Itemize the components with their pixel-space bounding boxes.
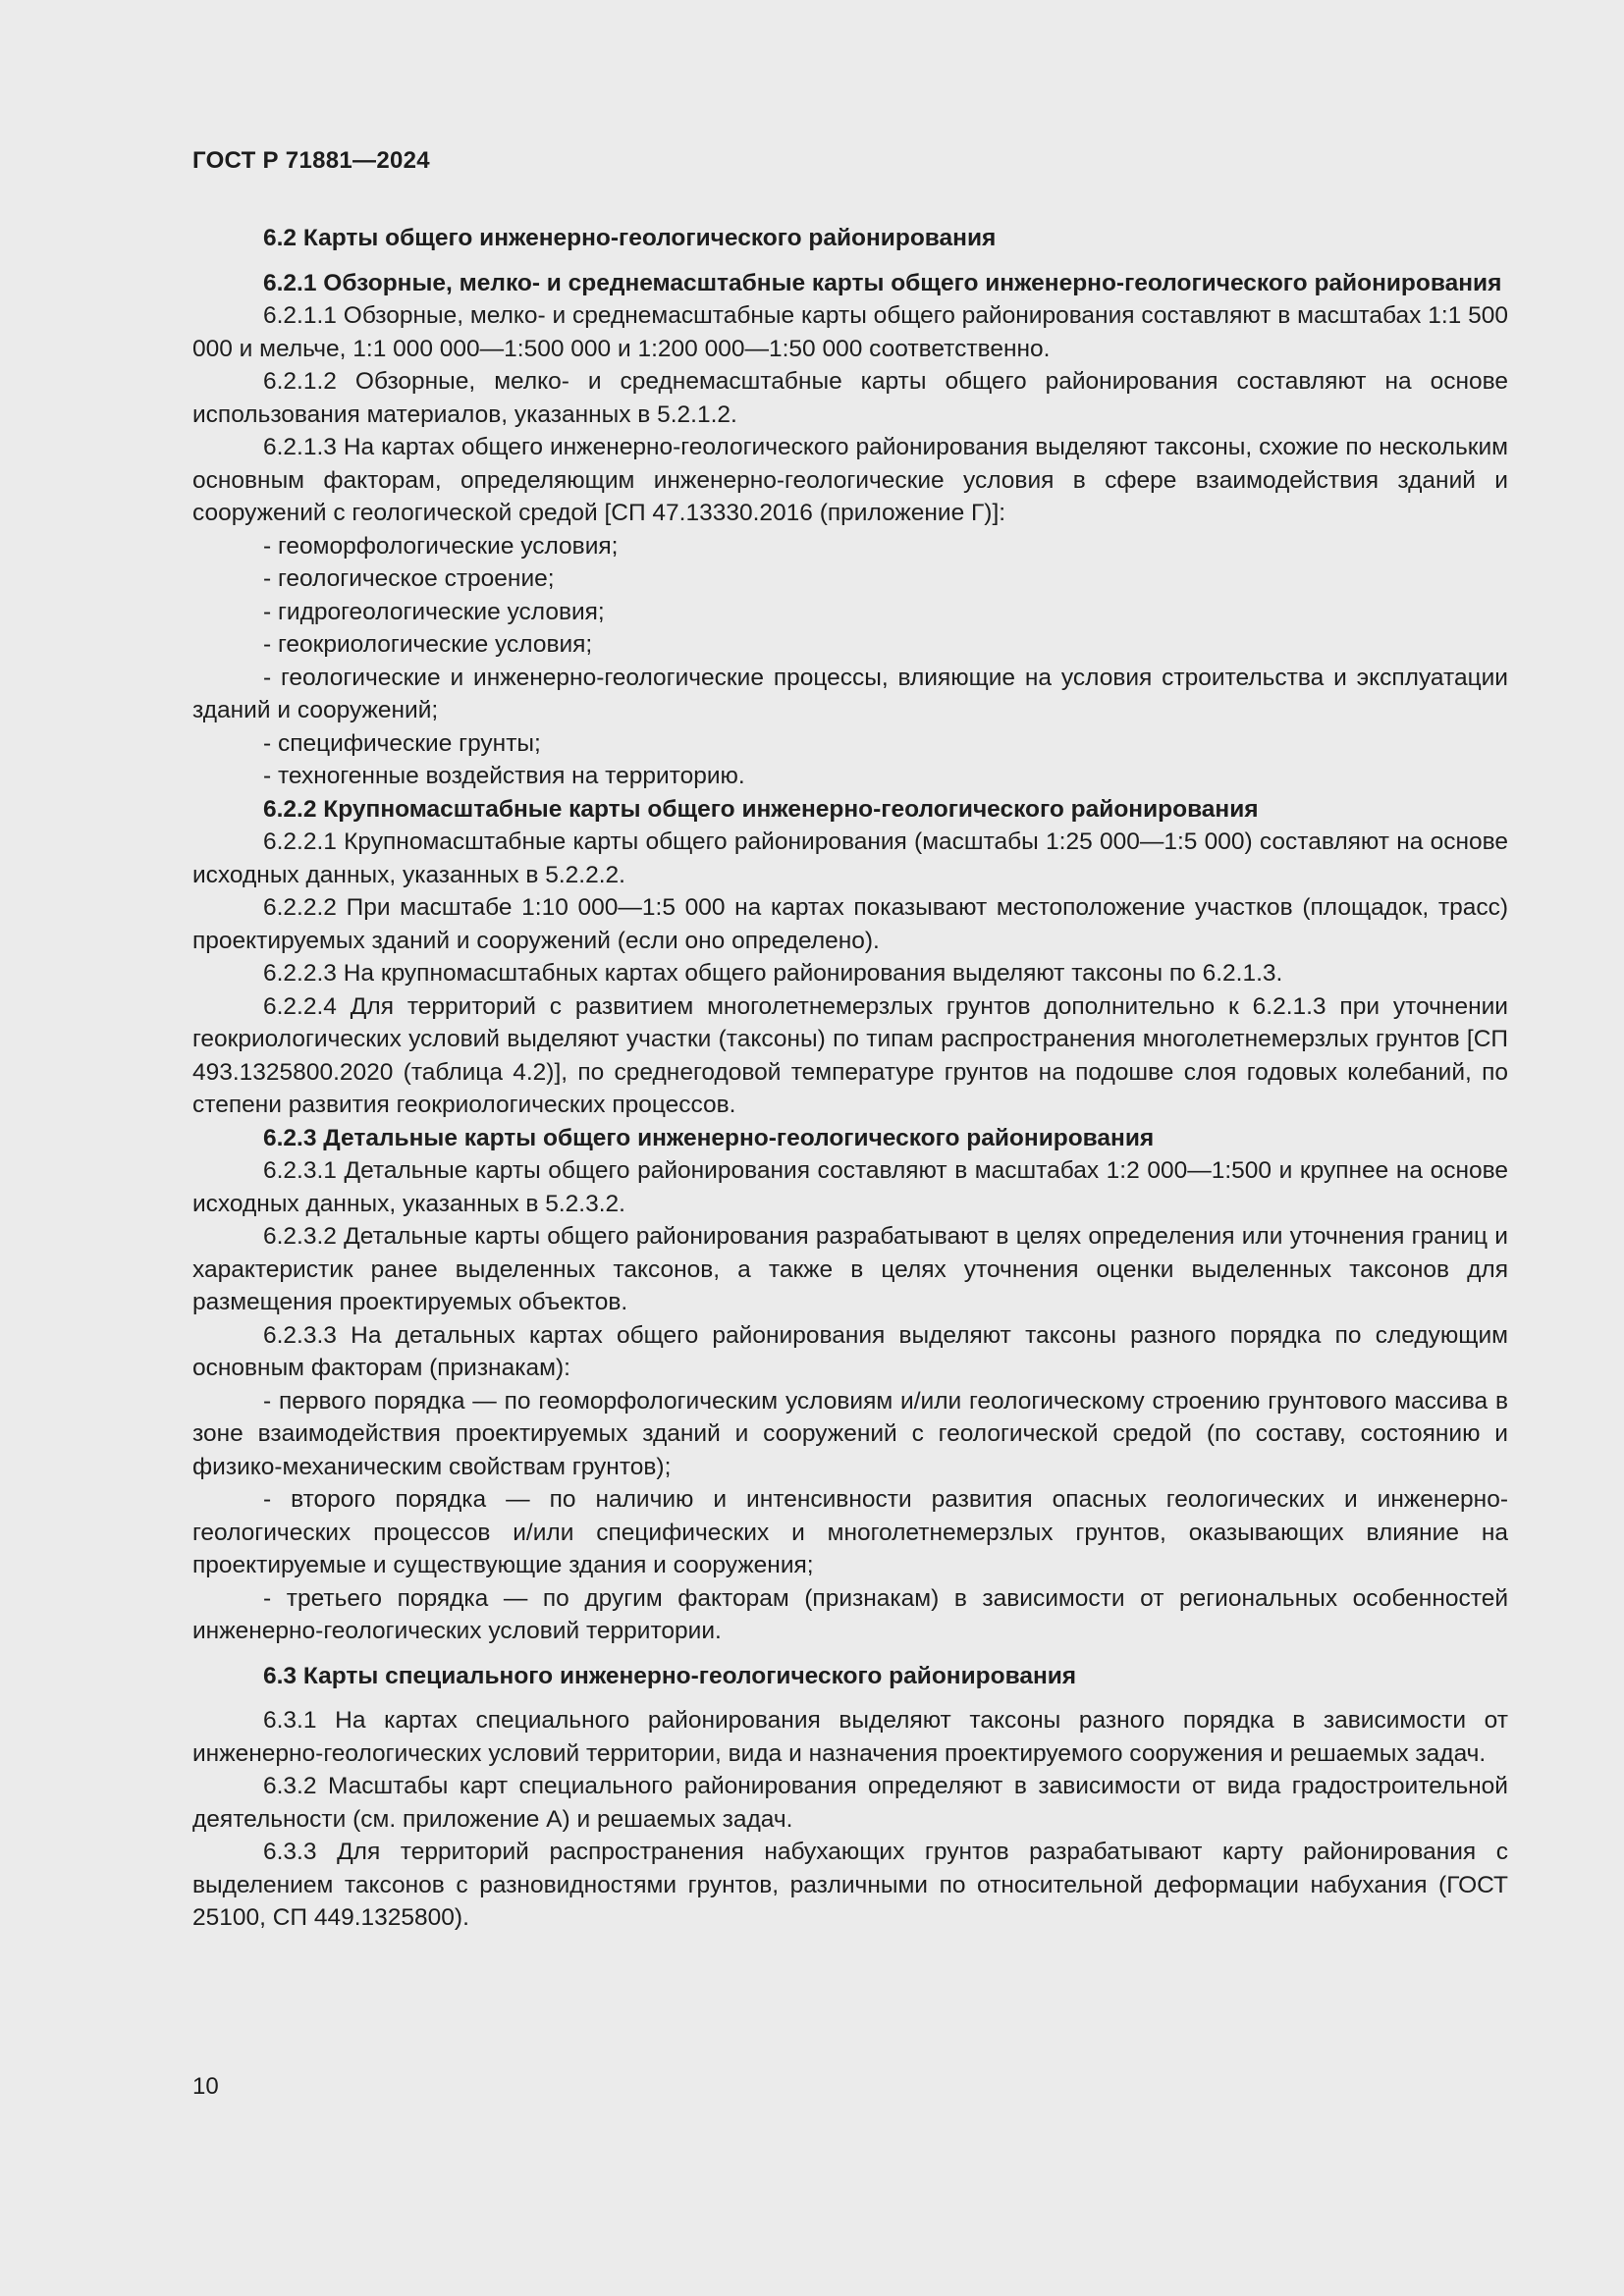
- list-item: - геологические и инженерно-геологические процессы, влияющие на условия строительства и эксплуатации зданий и сооружений;: [192, 664, 1508, 723]
- para-6-2-1-1: 6.2.1.1 Обзорные, мелко- и среднемасштабные карты общего районирования составляют в масштабах 1:1 500 000 и мельче, 1:1 000 000—1:500 000 и 1:200 000—1:50 000 соответственно.: [192, 302, 1508, 362]
- para-6-2-3-3: 6.2.3.3 На детальных картах общего районирования выделяют таксоны разного порядка по следующим основным факторам (признакам):: [192, 1321, 1508, 1381]
- heading-6-3: 6.3 Карты специального инженерно-геологического районирования: [263, 1662, 1077, 1689]
- para-6-2-1-3: 6.2.1.3 На картах общего инженерно-геологического районирования выделяют таксоны, схожие по нескольким основным факторам, определяющим инженерно-геологические условия в сфере взаимодействия зданий и сооружений с геологической средой [СП 47.13330.2016 (приложение Г)]:: [192, 434, 1508, 526]
- heading-6-2-2: 6.2.2 Крупномасштабные карты общего инженерно-геологического районирования: [263, 795, 1259, 823]
- para-6-2-3-2: 6.2.3.2 Детальные карты общего районирования разрабатывают в целях определения или уточнения границ и характеристик ранее выделенных таксонов, а также в целях уточнения оценки выделенных таксонов для размещения проектируемых объектов.: [192, 1223, 1508, 1315]
- list-item: - третьего порядка — по другим факторам (признакам) в зависимости от региональных особенностей инженерно-геологических условий территории.: [192, 1584, 1508, 1644]
- para-6-2-2-1: 6.2.2.1 Крупномасштабные карты общего районирования (масштабы 1:25 000—1:5 000) составляют на основе исходных данных, указанных в 5.2.2.2.: [192, 828, 1508, 888]
- heading-6-2: 6.2 Карты общего инженерно-геологического районирования: [263, 225, 997, 251]
- para-6-2-2-4: 6.2.2.4 Для территорий с развитием многолетнемерзлых грунтов дополнительно к 6.2.1.3 при уточнении геокриологических условий выделяют участки (таксоны) по типам распространения многолетнемерзлых грунтов [СП 493.1325800.2020 (таблица 4.2)], по среднегодовой температуре грунтов на подошве слоя годовых колебаний, по степени развития геокриологических процессов.: [192, 992, 1508, 1118]
- list-item: - гидрогеологические условия;: [263, 598, 605, 625]
- list-item: - геоморфологические условия;: [263, 532, 619, 560]
- list-item: - специфические грунты;: [263, 729, 541, 757]
- para-6-3-2: 6.3.2 Масштабы карт специального районирования определяют в зависимости от вида градостроительной деятельности (см. приложение А) и решаемых задач.: [192, 1773, 1508, 1833]
- list-item: - первого порядка — по геоморфологическим условиям и/или геологическому строению грунтового массива в зоне взаимодействия проектируемых зданий и сооружений с геологической средой (по составу, состоянию и физико-механическим свойствам грунтов);: [192, 1387, 1508, 1480]
- list-item: - геокриологические условия;: [263, 631, 593, 658]
- para-6-2-1-2: 6.2.1.2 Обзорные, мелко- и среднемасштабные карты общего районирования составляют на основе использования материалов, указанных в 5.2.1.2.: [192, 368, 1508, 428]
- para-6-3-1: 6.3.1 На картах специального районирования выделяют таксоны разного порядка в зависимости от инженерно-геологических условий территории, вида и назначения проектируемого сооружения и решаемых задач.: [192, 1707, 1508, 1767]
- page-number: 10: [192, 2073, 219, 2100]
- para-6-3-3: 6.3.3 Для территорий распространения набухающих грунтов разрабатывают карту районирования с выделением таксонов с разновидностями грунтов, различными по относительной деформации набухания (ГОСТ 25100, СП 449.1325800).: [192, 1839, 1508, 1931]
- list-item: - геологическое строение;: [263, 565, 555, 592]
- document-body: [192, 222, 1508, 1935]
- para-6-2-2-2: 6.2.2.2 При масштабе 1:10 000—1:5 000 на картах показывают местоположение участков (площадок, трасс) проектируемых зданий и сооружений (если оно определено).: [192, 894, 1508, 954]
- heading-6-2-3: 6.2.3 Детальные карты общего инженерно-геологического районирования: [263, 1124, 1155, 1151]
- heading-6-2-1: 6.2.1 Обзорные, мелко- и среднемасштабные карты общего инженерно-геологического районирования: [263, 269, 1502, 296]
- document-code: ГОСТ Р 71881—2024: [192, 147, 430, 174]
- list-item: - техногенные воздействия на территорию.: [263, 763, 745, 789]
- para-6-2-3-1: 6.2.3.1 Детальные карты общего районирования составляют в масштабах 1:2 000—1:500 и крупнее на основе исходных данных, указанных в 5.2.3.2.: [192, 1157, 1508, 1217]
- para-6-2-2-3: 6.2.2.3 На крупномасштабных картах общего районирования выделяют таксоны по 6.2.1.3.: [263, 960, 1283, 987]
- list-item: - второго порядка — по наличию и интенсивности развития опасных геологических и инженерно-геологических процессов и/или специфических и многолетнемерзлых грунтов, оказывающих влияние на проектируемые и существующие здания и сооружения;: [192, 1486, 1508, 1578]
